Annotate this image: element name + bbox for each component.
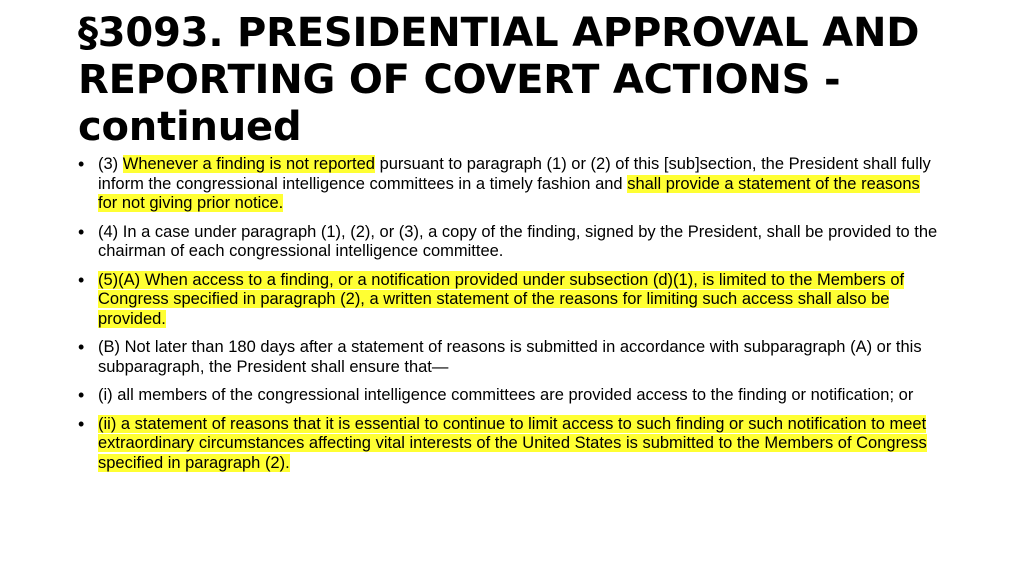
bullet-text: pursuant to paragraph (1) or (2) of this [sub]section, the President shall fully inform the congressional intelligence committees in a timely fashion and	[98, 155, 931, 193]
bullet-text: (i) all members of the congressional intelligence committees are provided access to the finding or notification; or	[98, 386, 914, 404]
highlighted-text: (5)(A) When access to a finding, or a notification provided under subsection (d)(1), is limited to the Members of Congress specified in paragraph (2), a written statement of the reasons for limiting such access shall also be provided.	[98, 270, 905, 328]
slide-title: §3093. PRESIDENTIAL APPROVAL AND REPORTING OF COVERT ACTIONS - continued	[78, 10, 920, 150]
bullet-text: (4) In a case under paragraph (1), (2), or (3), a copy of the finding, signed by the President, shall be provided to the chairman of each congressional intelligence committee.	[98, 222, 938, 260]
highlighted-text: shall provide a statement of the reasons for not giving prior notice.	[98, 174, 920, 212]
bullet-item	[78, 338, 938, 377]
bullet-item	[78, 155, 938, 214]
highlighted-text: (ii) a statement of reasons that it is essential to continue to limit access to such finding or such notification to meet extraordinary circumstances affecting vital interests of the United States is submitted to the Members of Congress specified in paragraph (2).	[98, 414, 927, 472]
bullet-text: (B) Not later than 180 days after a statement of reasons is submitted in accordance with subparagraph (A) or this subparagraph, the President shall ensure that—	[98, 338, 922, 376]
bullet-item	[78, 386, 938, 406]
bullet-text: (3)	[98, 155, 123, 173]
highlighted-text: Whenever a finding is not reported	[122, 155, 375, 173]
bullet-list	[78, 155, 938, 482]
bullet-item	[78, 271, 938, 330]
bullet-item	[78, 223, 938, 262]
bullet-item	[78, 415, 938, 474]
